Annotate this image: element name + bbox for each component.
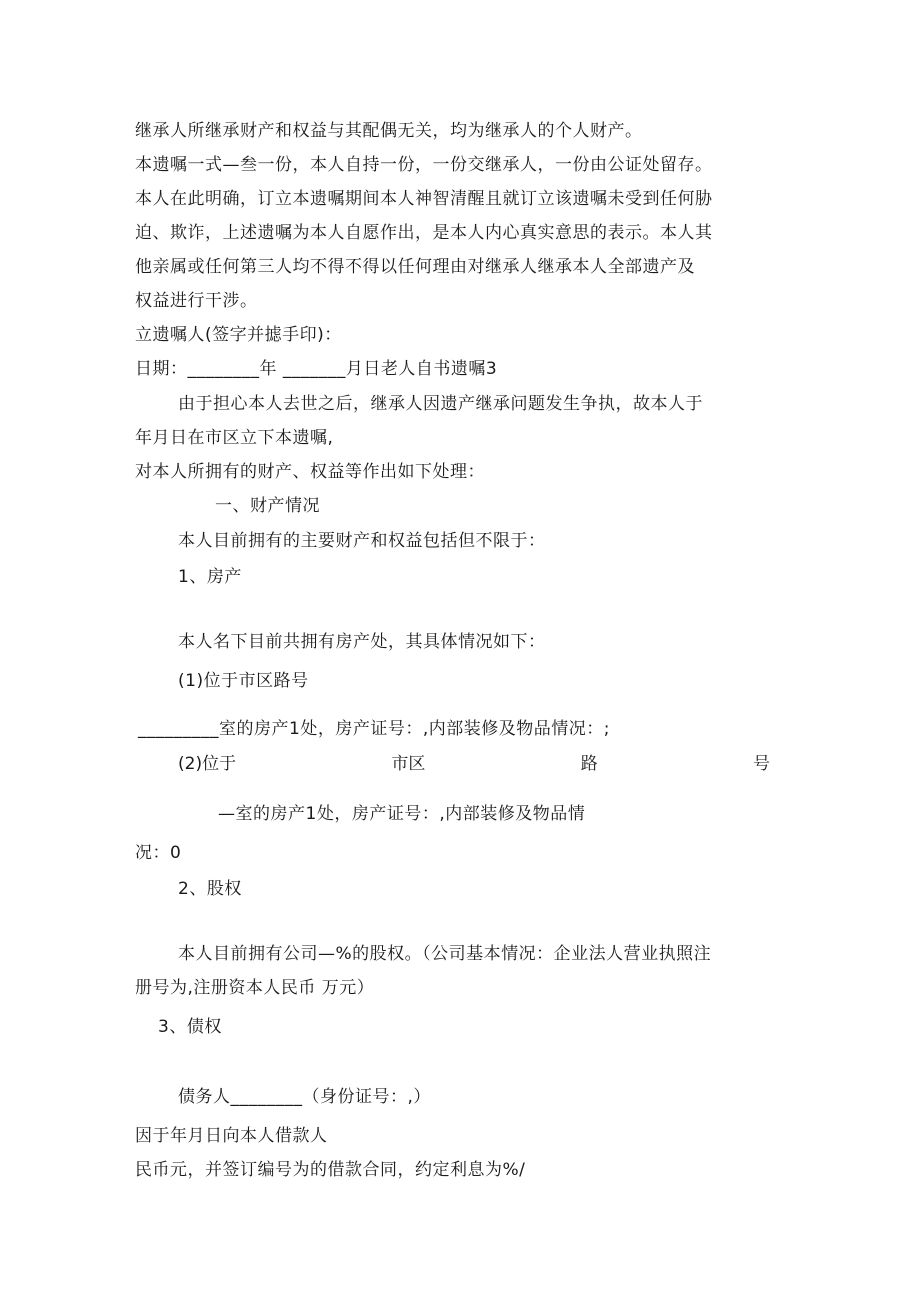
text-line: 继承人所继承财产和权益与其配偶无关，均为继承人的个人财产。 <box>135 121 643 141</box>
text-line: 年月日在市区立下本遗嘱, <box>135 428 334 448</box>
text-line: 权益进行干涉。 <box>135 291 258 311</box>
text-line: —室的房产1处，房产证号：,内部装修及物品情 <box>218 804 586 824</box>
text-line: 他亲属或任何第三人均不得不得以任何理由对继承人继承本人全部遗产及 <box>135 257 695 277</box>
text-line: 民币元，并签订编号为的借款合同，约定利息为%/ <box>135 1160 526 1180</box>
item-heading: 1、房产 <box>178 567 242 587</box>
text-line: 本人目前拥有的主要财产和权益包括但不限于： <box>178 531 546 551</box>
text-line: 况：0 <box>135 843 182 863</box>
text-line: 对本人所拥有的财产、权益等作出如下处理： <box>135 462 485 482</box>
text-segment: (2)位于 <box>178 754 237 774</box>
signature-label: 立遗嘱人(签字并摅手印)： <box>135 325 342 345</box>
text-line: 本遗嘱一式—叁一份，本人自持一份，一份交继承人，一份由公证处留存。 <box>135 155 713 175</box>
text-line: 册号为,注册资本人民币 万元） <box>135 978 375 998</box>
text-line: (1)位于市区路号 <box>178 671 309 691</box>
item-heading: 3、债权 <box>158 1017 222 1037</box>
justified-line <box>178 753 770 775</box>
text-line: 债务人________（身份证号：,） <box>178 1087 431 1107</box>
text-line: 由于担心本人去世之后，继承人因遗产继承问题发生争执，故本人于 <box>178 394 703 414</box>
text-line: 迫、欺诈，上述遗嘱为本人自愿作出，是本人内心真实意思的表示。本人其 <box>135 223 713 243</box>
text-line: _________室的房产1处，房产证号：,内部装修及物品情况：; <box>138 719 610 739</box>
date-line: 日期：________年 _______月日老人自书遗嘱3 <box>135 359 498 379</box>
text-segment: 市区 <box>391 754 426 774</box>
section-heading: 一、财产情况 <box>215 496 320 516</box>
text-segment: 号 <box>752 754 770 774</box>
text-line: 本人名下目前共拥有房产处，其具体情况如下： <box>178 632 546 652</box>
text-line: 本人目前拥有公司—%的股权。（公司基本情况：企业法人营业执照注 <box>178 944 712 964</box>
text-segment: 路 <box>580 754 598 774</box>
text-line: 因于年月日向本人借款人 <box>135 1126 328 1146</box>
item-heading: 2、股权 <box>178 879 242 899</box>
text-line: 本人在此明确，订立本遗嘱期间本人神智清醒且就订立该遗嘱未受到任何胁 <box>135 189 713 209</box>
